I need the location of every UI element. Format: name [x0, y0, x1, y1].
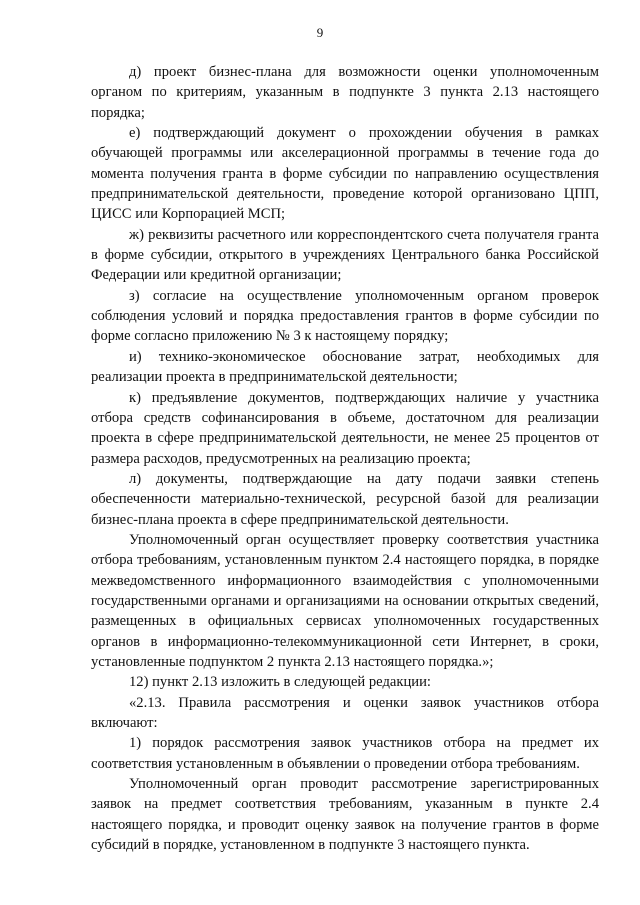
paragraph-2-13-heading: «2.13. Правила рассмотрения и оценки заявок участников отбора включают: [91, 694, 599, 731]
page-number: 9 [316, 25, 324, 40]
paragraph-item-12: 12) пункт 2.13 изложить в следующей редакции: [129, 674, 431, 691]
paragraph-review-order: 1) порядок рассмотрения заявок участников отбора на предмет их соответствия установленным в объявлении о проведении отбора требованиям. [91, 735, 599, 772]
paragraph-verification: Уполномоченный орган осуществляет проверку соответствия участника отбора требованиям, установленным пунктом 2.4 настоящего порядка, в порядке межведомственного информационного взаимодействия с уполномоченными государственными органами и организациями на основании открытых сведений, размещенных в официальных сервисах уполномоченных государственных органов в информационно-телекоммуникационной сети Интернет, в сроки, установленные подпунктом 2 пункта 2.13 настоящего порядка.»; [91, 531, 599, 670]
document-body [91, 62, 599, 855]
paragraph-zh-bank-details: ж) реквизиты расчетного или корреспондентского счета получателя гранта в форме субсидии, открытого в учреждениях Центрального банка Российской Федерации или кредитной организации; [91, 226, 599, 284]
paragraph-i-feasibility: и) технико-экономическое обоснование затрат, необходимых для реализации проекта в предпринимательской деятельности; [91, 348, 599, 386]
paragraph-z-consent: з) согласие на осуществление уполномоченным органом проверок соблюдения условий и порядка предоставления грантов в форме субсидии по форме согласно приложению № 3 к настоящему порядку; [91, 287, 599, 345]
paragraph-k-cofinancing: к) предъявление документов, подтверждающих наличие у участника отбора средств софинансирования в объеме, достаточном для реализации проекта в сфере предпринимательской деятельности, не менее 25 процентов от размера расходов, предусмотренных на реализацию проекта; [91, 389, 599, 467]
paragraph-e-training-document: е) подтверждающий документ о прохождении обучения в рамках обучающей программы или акселерационной программы в течение года до момента получения гранта в форме субсидии по направлению осуществления предпринимательской деятельности, проведение которой организовано ЦПП, ЦИСС или Корпорацией МСП; [91, 125, 599, 223]
paragraph-l-resource-documents: л) документы, подтверждающие на дату подачи заявки степень обеспеченности материально-технической, ресурсной базой для реализации бизнес-плана проекта в сфере предпринимательской деятельности. [91, 470, 599, 528]
paragraph-d-business-plan: д) проект бизнес-плана для возможности оценки уполномоченным органом по критериям, указанным в подпункте 3 пункта 2.13 настоящего порядка; [91, 64, 599, 121]
paragraph-review-procedure: Уполномоченный орган проводит рассмотрение зарегистрированных заявок на предмет соответствия требованиям, указанным в пункте 2.4 настоящего порядка, и проводит оценку заявок на получение грантов в форме субсидий в порядке, установленном в подпункте 3 настоящего пункта. [91, 776, 599, 854]
